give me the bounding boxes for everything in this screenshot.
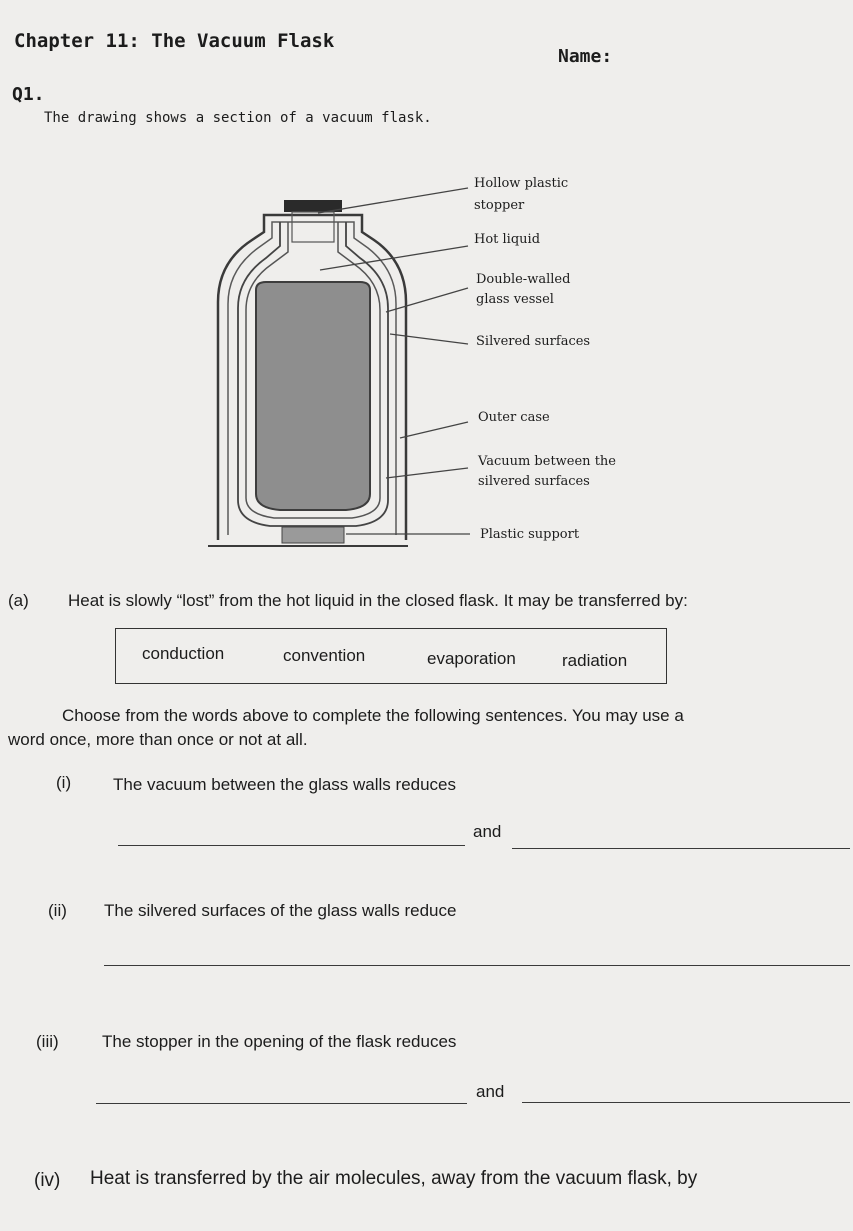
answer-line-iii-1[interactable] [96, 1103, 467, 1104]
sentence-iii-and: and [476, 1082, 505, 1101]
label-plastic-support: Plastic support [480, 527, 580, 542]
question-intro: The drawing shows a section of a vacuum flask. [44, 110, 432, 126]
answer-line-ii[interactable] [104, 965, 850, 966]
question-number: Q1. [12, 84, 45, 105]
word-conduction: conduction [142, 644, 225, 663]
sentence-i-label: (i) [56, 773, 72, 792]
answer-line-i-1[interactable] [118, 845, 465, 846]
hot-liquid [256, 282, 370, 510]
label-vessel-2: glass vessel [476, 292, 554, 307]
sentence-ii-label: (ii) [48, 901, 67, 920]
label-vessel-1: Double-walled [476, 272, 571, 287]
label-hot-liquid: Hot liquid [474, 232, 541, 247]
label-outer-case: Outer case [478, 410, 550, 425]
part-a-label: (a) [8, 591, 29, 610]
answer-line-i-2[interactable] [512, 848, 850, 849]
answer-line-iii-2[interactable] [522, 1102, 850, 1103]
chapter-title: Chapter 11: The Vacuum Flask [14, 30, 335, 52]
vacuum-flask-diagram [0, 0, 853, 560]
sentence-iii-text: The stopper in the opening of the flask reduces [102, 1032, 457, 1051]
name-label: Name: [558, 46, 613, 67]
sentence-i-and: and [473, 822, 502, 841]
label-vacuum-2: silvered surfaces [478, 474, 590, 489]
sentence-ii-text: The silvered surfaces of the glass walls reduce [104, 901, 457, 920]
plastic-support [282, 527, 344, 543]
part-a-text: Heat is slowly “lost” from the hot liquid in the closed flask. It may be transferred by: [68, 591, 688, 610]
label-stopper-2: stopper [474, 198, 525, 213]
label-vacuum-1: Vacuum between the [478, 454, 616, 469]
word-evaporation: evaporation [427, 649, 516, 668]
sentence-iv-label: (iv) [34, 1170, 61, 1191]
label-silvered: Silvered surfaces [476, 334, 591, 349]
word-convention: convention [283, 646, 366, 665]
sentence-i-text: The vacuum between the glass walls reduces [113, 775, 457, 794]
word-radiation: radiation [562, 651, 628, 670]
sentence-iv-text: Heat is transferred by the air molecules, away from the vacuum flask, by [90, 1168, 698, 1189]
label-stopper-1: Hollow plastic [474, 176, 569, 191]
instruction-line-1: Choose from the words above to complete the following sentences. You may use a [62, 706, 684, 725]
sentence-iii-label: (iii) [36, 1032, 59, 1051]
instruction-line-2: word once, more than once or not at all. [8, 730, 308, 749]
